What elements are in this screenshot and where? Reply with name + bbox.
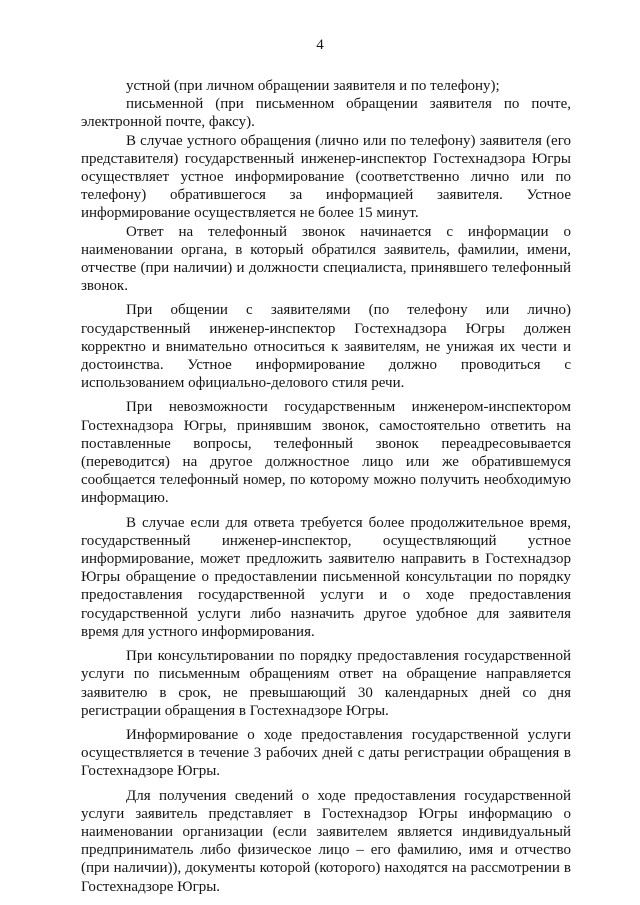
paragraph-progress-request: Для получения сведений о ходе предоставления государственной услуги заявитель представляет в Гостехнадзор Югры информацию о наименовании организации (если заявителем является индивидуальный предприниматель либо физическое лицо – его фамилию, имя и отчество (при наличии)), документы которой (которого) находятся на рассмотрении в Гостехнадзоре Югры. [81,787,571,895]
paragraph-longer-response: В случае если для ответа требуется более продолжительное время, государственный инженер-инспектор, осуществляющий устное информирование, может предложить заявителю направить в Гостехнадзор Югры обращение о предоставлении письменной консультации по порядку предоставления государственной услуги и о ходе предоставления государственной услуги либо назначить другое удобное для заявителя время для устного информирования. [81,514,571,640]
document-body [81,77,571,896]
paragraph-written-form: письменной (при письменном обращении заявителя по почте, электронной почте, факсу). [81,96,571,131]
paragraph-progress-information: Информирование о ходе предоставления государственной услуги осуществляется в течение 3 рабочих дней с даты регистрации обращения в Гостехнадзоре Югры. [81,726,571,780]
paragraph-phone-answer: Ответ на телефонный звонок начинается с информации о наименовании органа, в который обратился заявитель, фамилии, имени, отчестве (при наличии) и должности специалиста, принявшего телефонный звонок. [81,223,571,295]
paragraph-communication: При общении с заявителями (по телефону или лично) государственный инженер-инспектор Гостехнадзора Югры должен корректно и внимательно относиться к заявителям, не унижая их чести и достоинства. Устное информирование должно проводиться с использованием официально-делового стиля речи. [81,302,571,392]
paragraph-call-redirect: При невозможности государственным инженером-инспектором Гостехнадзора Югры, принявшим звонок, самостоятельно ответить на поставленные вопросы, телефонный звонок переадресовывается (переводится) на другое должностное лицо или же обратившемуся сообщается телефонный номер, по которому можно получить необходимую информацию. [81,399,571,507]
paragraph-oral-form: устной (при личном обращении заявителя и по телефону); [126,78,500,94]
page-number: 4 [316,37,324,53]
paragraph-oral-request: В случае устного обращения (лично или по телефону) заявителя (его представителя) государственный инженер-инспектор Гостехнадзора Югры осуществляет устное информирование (соответственно лично или по телефону) обратившегося за информацией заявителя. Устное информирование осуществляется не более 15 минут. [81,132,571,222]
paragraph-written-consultation: При консультировании по порядку предоставления государственной услуги по письменным обращениям ответ на обращение направляется заявителю в срок, не превышающий 30 календарных дней со дня регистрации обращения в Гостехнадзоре Югры. [81,648,571,719]
